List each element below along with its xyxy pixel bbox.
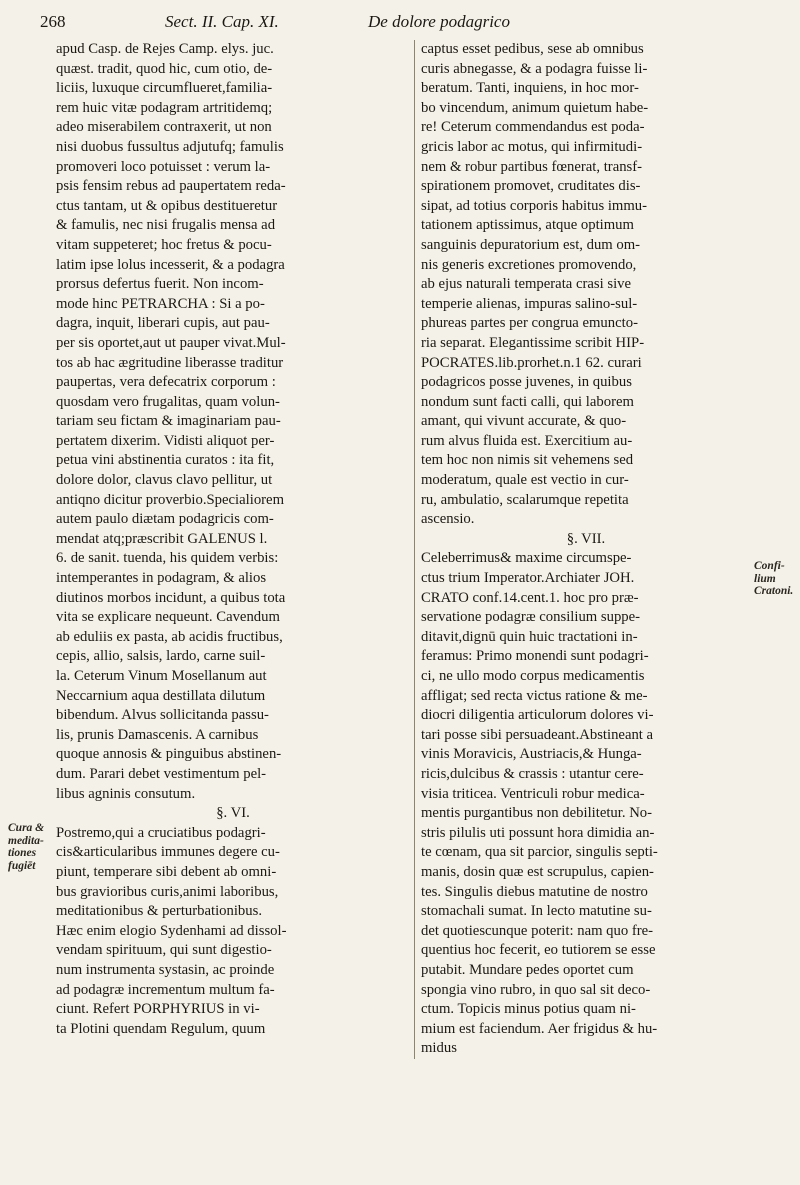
text-line: tationem aptissimus, atque optimum — [421, 217, 634, 234]
text-line: nisi duobus fussultus adjutufq; famulis — [56, 138, 284, 155]
text-line: num instrumenta systasin, ac proinde — [56, 961, 275, 978]
text-line: temperie alienas, impuras salino-sul- — [421, 295, 638, 312]
left-text-column — [56, 40, 410, 1039]
text-line: dagra, inquit, liberari cupis, aut pau- — [56, 315, 270, 332]
text-line: nis generis excretiones promovendo, — [421, 256, 637, 273]
text-line: vendam spirituum, qui sunt digestio- — [56, 942, 272, 959]
text-line: curis abnegasse, & a podagra fuisse li- — [421, 60, 648, 77]
text-line: intemperantes in podagram, & alios — [56, 570, 267, 587]
text-line: diutinos morbos incidunt, a quibus tota — [56, 589, 286, 606]
text-line: ru, ambulatio, scalarumque repetita — [421, 491, 629, 508]
text-line: te cœnam, qua sit parcior, singulis septi- — [421, 844, 658, 861]
margin-line: Confi- — [754, 560, 785, 572]
text-line: & famulis, nec nisi frugalis mensa ad — [56, 217, 276, 234]
text-line: ciunt. Refert PORPHYRIUS in vi- — [56, 1001, 260, 1018]
text-line: tari posse sibi persuadeant.Abstineant a — [421, 726, 654, 743]
text-line: quoque annosis & pinguibus abstinen- — [56, 746, 282, 763]
text-line: amant, qui vivunt accurate, & quo- — [421, 413, 627, 430]
text-line: det quotiescunque poterit: nam quo fre- — [421, 922, 654, 939]
text-line: visia triticea. Ventriculi robur medica- — [421, 785, 645, 802]
text-line: piunt, temperare sibi debent ab omni- — [56, 863, 277, 880]
text-line: mode hinc PETRARCHA : Si a po- — [56, 295, 265, 312]
text-line: cepis, allio, salsis, lardo, carne suil- — [56, 648, 266, 665]
text-line: la. Ceterum Vinum Mosellanum aut — [56, 668, 267, 684]
margin-line: Cura & — [8, 822, 45, 834]
text-line: 6. de sanit. tuenda, his quidem verbis: — [56, 550, 279, 567]
text-line: mendat atq;præscribit GALENUS l. — [56, 530, 268, 547]
text-line: ditavit,dignū quin huic tractationi in- — [421, 628, 638, 645]
text-line: tos ab hac ægritudine liberasse traditur — [56, 354, 284, 371]
text-line: stris pilulis uti possunt hora dimidia an- — [421, 824, 655, 841]
text-line: latim ipse lolus incesserit, & a podagra — [56, 256, 285, 273]
text-line: ricis,dulcibus & crassis : utantur cere- — [421, 765, 644, 782]
margin-line: tiones — [8, 847, 37, 859]
text-line: ta Plotini quendam Regulum, quum — [56, 1020, 266, 1037]
text-line: lis, prunis Damascenis. A carnibus — [56, 726, 259, 743]
text-line: petua vini abstinentia curatos : ita fit, — [56, 452, 275, 469]
text-line: ctus tantam, ut & opibus destitueretur — [56, 197, 278, 214]
text-line: captus esset pedibus, sese ab omnibus — [421, 41, 644, 57]
text-line: rum alvus fluida est. Exercitium au- — [421, 432, 633, 449]
text-line: dolore dolor, clavus clavo pellitur, ut — [56, 472, 273, 489]
text-line: tes. Singulis diebus matutine de nostro — [421, 883, 648, 900]
text-line: vinis Moravicis, Austriacis,& Hunga- — [421, 746, 642, 763]
text-line: quosdam vero frugalitas, quam volun- — [56, 393, 280, 410]
page-number: 268 — [40, 12, 66, 31]
text-line: Celeberrimus& maxime circumspe- — [421, 550, 632, 567]
text-line: bo vincendum, animum quietum habe- — [421, 99, 649, 116]
text-line: ascensio. — [421, 511, 475, 528]
right-margin-note — [754, 560, 793, 598]
text-line: autem paulo diætam podagricis com- — [56, 511, 274, 528]
text-line: rem huic vitæ podagram artritidemq; — [56, 99, 273, 116]
text-line: CRATO conf.14.cent.1. hoc pro præ- — [421, 589, 639, 606]
text-line: gricis labor ac motus, qui infirmitudi- — [421, 138, 643, 155]
right-text-column — [414, 40, 751, 1059]
text-line: quæst. tradit, quod hic, cum otio, de- — [56, 60, 273, 77]
text-line: ctus trium Imperator.Archiater JOH. — [421, 570, 635, 587]
text-line: podagricos posse juvenes, in quibus — [421, 374, 632, 391]
text-line: dum. Parari debet vestimentum pel- — [56, 765, 267, 782]
text-line: nondum sunt facti calli, qui laborem — [421, 393, 634, 410]
text-line: putabit. Mundare pedes oportet cum — [421, 961, 634, 978]
chapter-topic: De dolore podagrico — [368, 12, 510, 31]
text-line: paupertas, vera defecatrix corporum : — [56, 374, 276, 391]
text-line: spirationem promovet, cruditates dis- — [421, 178, 641, 195]
text-line: midus — [421, 1040, 457, 1057]
text-line: bibendum. Alvus sollicitanda passu- — [56, 707, 269, 724]
text-line: quentius hoc fecerit, eo tutiorem se esse — [421, 942, 656, 959]
text-line: meditationibus & perturbationibus. — [56, 903, 263, 920]
text-line: ctum. Topicis minus potius quam ni- — [421, 1001, 636, 1018]
text-line: Neccarnium aqua destillata dilutum — [56, 687, 266, 704]
text-line: stomachali sumat. In lecto matutine su- — [421, 903, 652, 920]
running-header — [40, 8, 760, 36]
text-line: tariam seu fictam & imaginariam pau- — [56, 413, 281, 430]
text-line: vita se explicare nequeunt. Cavendum — [56, 609, 280, 626]
text-line: prorsus defertus fuerit. Non incom- — [56, 276, 264, 293]
text-line: spongia vino rubro, in quo sal sit deco- — [421, 981, 651, 998]
text-line: manis, dosin quæ est scrupulus, capien- — [421, 863, 654, 880]
text-line: Postremo,qui a cruciatibus podagri- — [56, 824, 266, 841]
text-line: psis fensim rebus ad paupertatem reda- — [56, 178, 286, 195]
text-line: mentis purgantibus non debilitetur. No- — [421, 805, 653, 822]
text-line: pertatem dixerim. Vidisti aliquot per- — [56, 432, 275, 449]
text-line: phureas partes per congrua emuncto- — [421, 315, 638, 332]
text-line: tem hoc non nimis sit vehemens sed — [421, 452, 634, 469]
text-line: Hæc enim elogio Sydenhami ad dissol- — [56, 922, 287, 939]
text-line: servatione podagræ consilium suppe- — [421, 609, 641, 626]
text-line: antiqno dicitur proverbio.Specialiorem — [56, 491, 285, 508]
text-line: ab eduliis ex pasta, ab acidis fructibus, — [56, 628, 283, 645]
text-line: apud Casp. de Rejes Camp. elys. juc. — [56, 41, 274, 57]
section-reference: Sect. II. Cap. XI. — [165, 12, 279, 31]
text-line: ab ejus naturali temperata crasi sive — [421, 276, 632, 293]
text-line: POCRATES.lib.prorhet.n.1 62. curari — [421, 354, 642, 371]
text-line: bus gravioribus curis,animi laboribus, — [56, 883, 279, 900]
text-line: adeo miserabilem contraxerit, ut non — [56, 119, 272, 136]
text-line: mium est faciendum. Aer frigidus & hu- — [421, 1020, 658, 1037]
text-line: vitam suppeteret; hoc fretus & pocu- — [56, 236, 272, 253]
section-heading: §. VI. — [216, 805, 250, 822]
text-line: liciis, luxuque circumflueret,familia- — [56, 80, 273, 97]
text-line: ria separat. Elegantissime scribit HIP- — [421, 334, 645, 351]
margin-line: lium — [754, 572, 776, 585]
margin-line: fugiēt — [8, 859, 36, 872]
text-line: feramus: Primo monendi sunt podagri- — [421, 648, 649, 665]
text-line: nem & robur partibus fœnerat, transf- — [421, 158, 643, 175]
text-line: cis&articularibus immunes degere cu- — [56, 844, 280, 861]
margin-line: medita- — [8, 834, 44, 847]
section-heading: §. VII. — [566, 530, 606, 547]
text-line: promoveri loco potuisset : verum la- — [56, 158, 271, 175]
text-line: ad podagræ incrementum multum fa- — [56, 981, 275, 998]
text-line: libus agninis consutum. — [56, 785, 196, 802]
text-line: per sis oportet,aut ut pauper vivat.Mul- — [56, 334, 286, 351]
text-line: sipat, ad totius corporis habitus immu- — [421, 197, 647, 214]
left-margin-note — [8, 822, 44, 872]
text-line: moderatum, quale est vectio in cur- — [421, 472, 629, 489]
text-line: re! Ceterum commendandus est poda- — [421, 119, 645, 136]
text-line: affligat; sed recta victus ratione & me- — [421, 687, 648, 704]
text-line: beratum. Tanti, inquiens, in hoc mor- — [421, 80, 639, 97]
text-line: ci, ne ullo modo corpus medicamentis — [421, 668, 645, 684]
text-line: sanguinis depuratorium est, dum om- — [421, 236, 641, 253]
text-line: diocri diligentia articulorum dolores vi- — [421, 707, 654, 724]
margin-line: Cratoni. — [754, 585, 794, 597]
